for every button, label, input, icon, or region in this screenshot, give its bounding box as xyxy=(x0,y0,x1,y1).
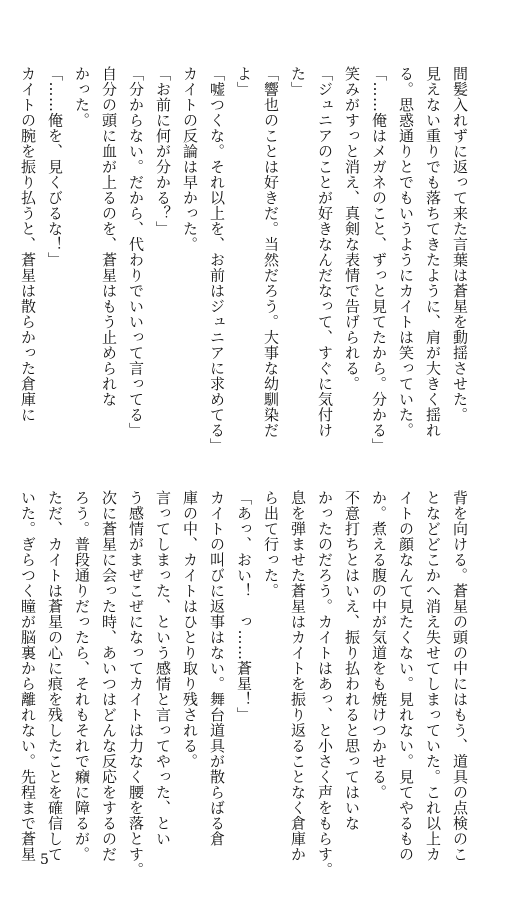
text-line: 間髪入れずに返って来た言葉は蒼星を動揺させた。 xyxy=(451,66,469,423)
text-line: 背を向ける。蒼星の頭の中にはもう、道具の点検のこ xyxy=(451,490,469,862)
text-line: よ」 xyxy=(235,66,253,97)
text-line: 「あっ、おい！ っ……蒼星！」 xyxy=(235,490,253,723)
text-line: 「……俺を、見くびるな！」 xyxy=(46,66,64,268)
text-line: かったのだろう。カイトはあっ、と小さく声をもらす。 xyxy=(316,490,334,878)
text-block-upper xyxy=(19,66,473,456)
text-line: いた。ぎらつく瞳が脳裏から離れない。先程まで蒼星 xyxy=(19,490,37,862)
text-line: 息を弾ませた蒼星はカイトを振り返ることなく倉庫か xyxy=(289,490,307,862)
text-line: 不意打ちとはいえ、振り払われると思ってはいな xyxy=(343,490,361,831)
text-line: 「お前に何が分かる？」 xyxy=(154,66,172,237)
text-line: 「……俺はメガネのこと、ずっと見てたから。分かる」 xyxy=(370,66,388,454)
text-line: カイトの反論は早かった。 xyxy=(181,66,199,252)
text-line: ただ、カイトは蒼星の心に痕を残したことを確信して xyxy=(46,490,64,862)
text-line: 「ジュニアのことが好きなんだなって、すぐに気付け xyxy=(316,66,334,438)
text-block-lower xyxy=(19,490,473,880)
text-line: 見えない重りでも落ちてきたように、肩が大きく揺れ xyxy=(424,66,442,438)
text-line: 次に蒼星に会った時、あいつはどんな反応をするのだ xyxy=(100,490,118,862)
text-line: 自分の頭に血が上るのを、蒼星はもう止められな xyxy=(100,66,118,407)
text-line: 「嘘つくな。それ以上を、お前はジュニアに求めてる」 xyxy=(208,66,226,454)
text-line: 笑みがすっと消え、真剣な表情で告げられる。 xyxy=(343,66,361,392)
text-line: 「分からない。だから、代わりでいいって言ってる」 xyxy=(127,66,145,438)
text-line: う感情がまぜこぜになってカイトは力なく腰を落とす。 xyxy=(127,490,145,878)
text-line: ろう。普段通りだったら、それもそれで癪に障るが。 xyxy=(73,490,91,862)
text-line: カイトの叫びに返事はない。舞台道具が散らばる倉 xyxy=(208,490,226,847)
text-line: 庫の中、カイトはひとり取り残される。 xyxy=(181,490,199,769)
text-line: た」 xyxy=(289,66,307,97)
text-line: ら出て行った。 xyxy=(262,490,280,599)
text-line: かった。 xyxy=(73,66,91,128)
text-line: 「響也のことは好きだ。当然だろう。大事な幼馴染だ xyxy=(262,66,280,438)
text-line: か。煮える腹の中が気道をも焼けつかせる。 xyxy=(370,490,388,800)
text-line: イトの顔なんて見たくない。見れない。見てやるもの xyxy=(397,490,415,862)
text-line: る。思惑通りとでもいうようにカイトは笑っていた。 xyxy=(397,66,415,438)
text-line: 言ってしまった、という感情と言ってやった、とい xyxy=(154,490,172,847)
page-number: 5 xyxy=(40,852,49,868)
text-line: カイトの腕を振り払うと、蒼星は散らかった倉庫に xyxy=(19,66,37,423)
text-line: となどどこかへ消え失せてしまっていた。これ以上カ xyxy=(424,490,442,862)
